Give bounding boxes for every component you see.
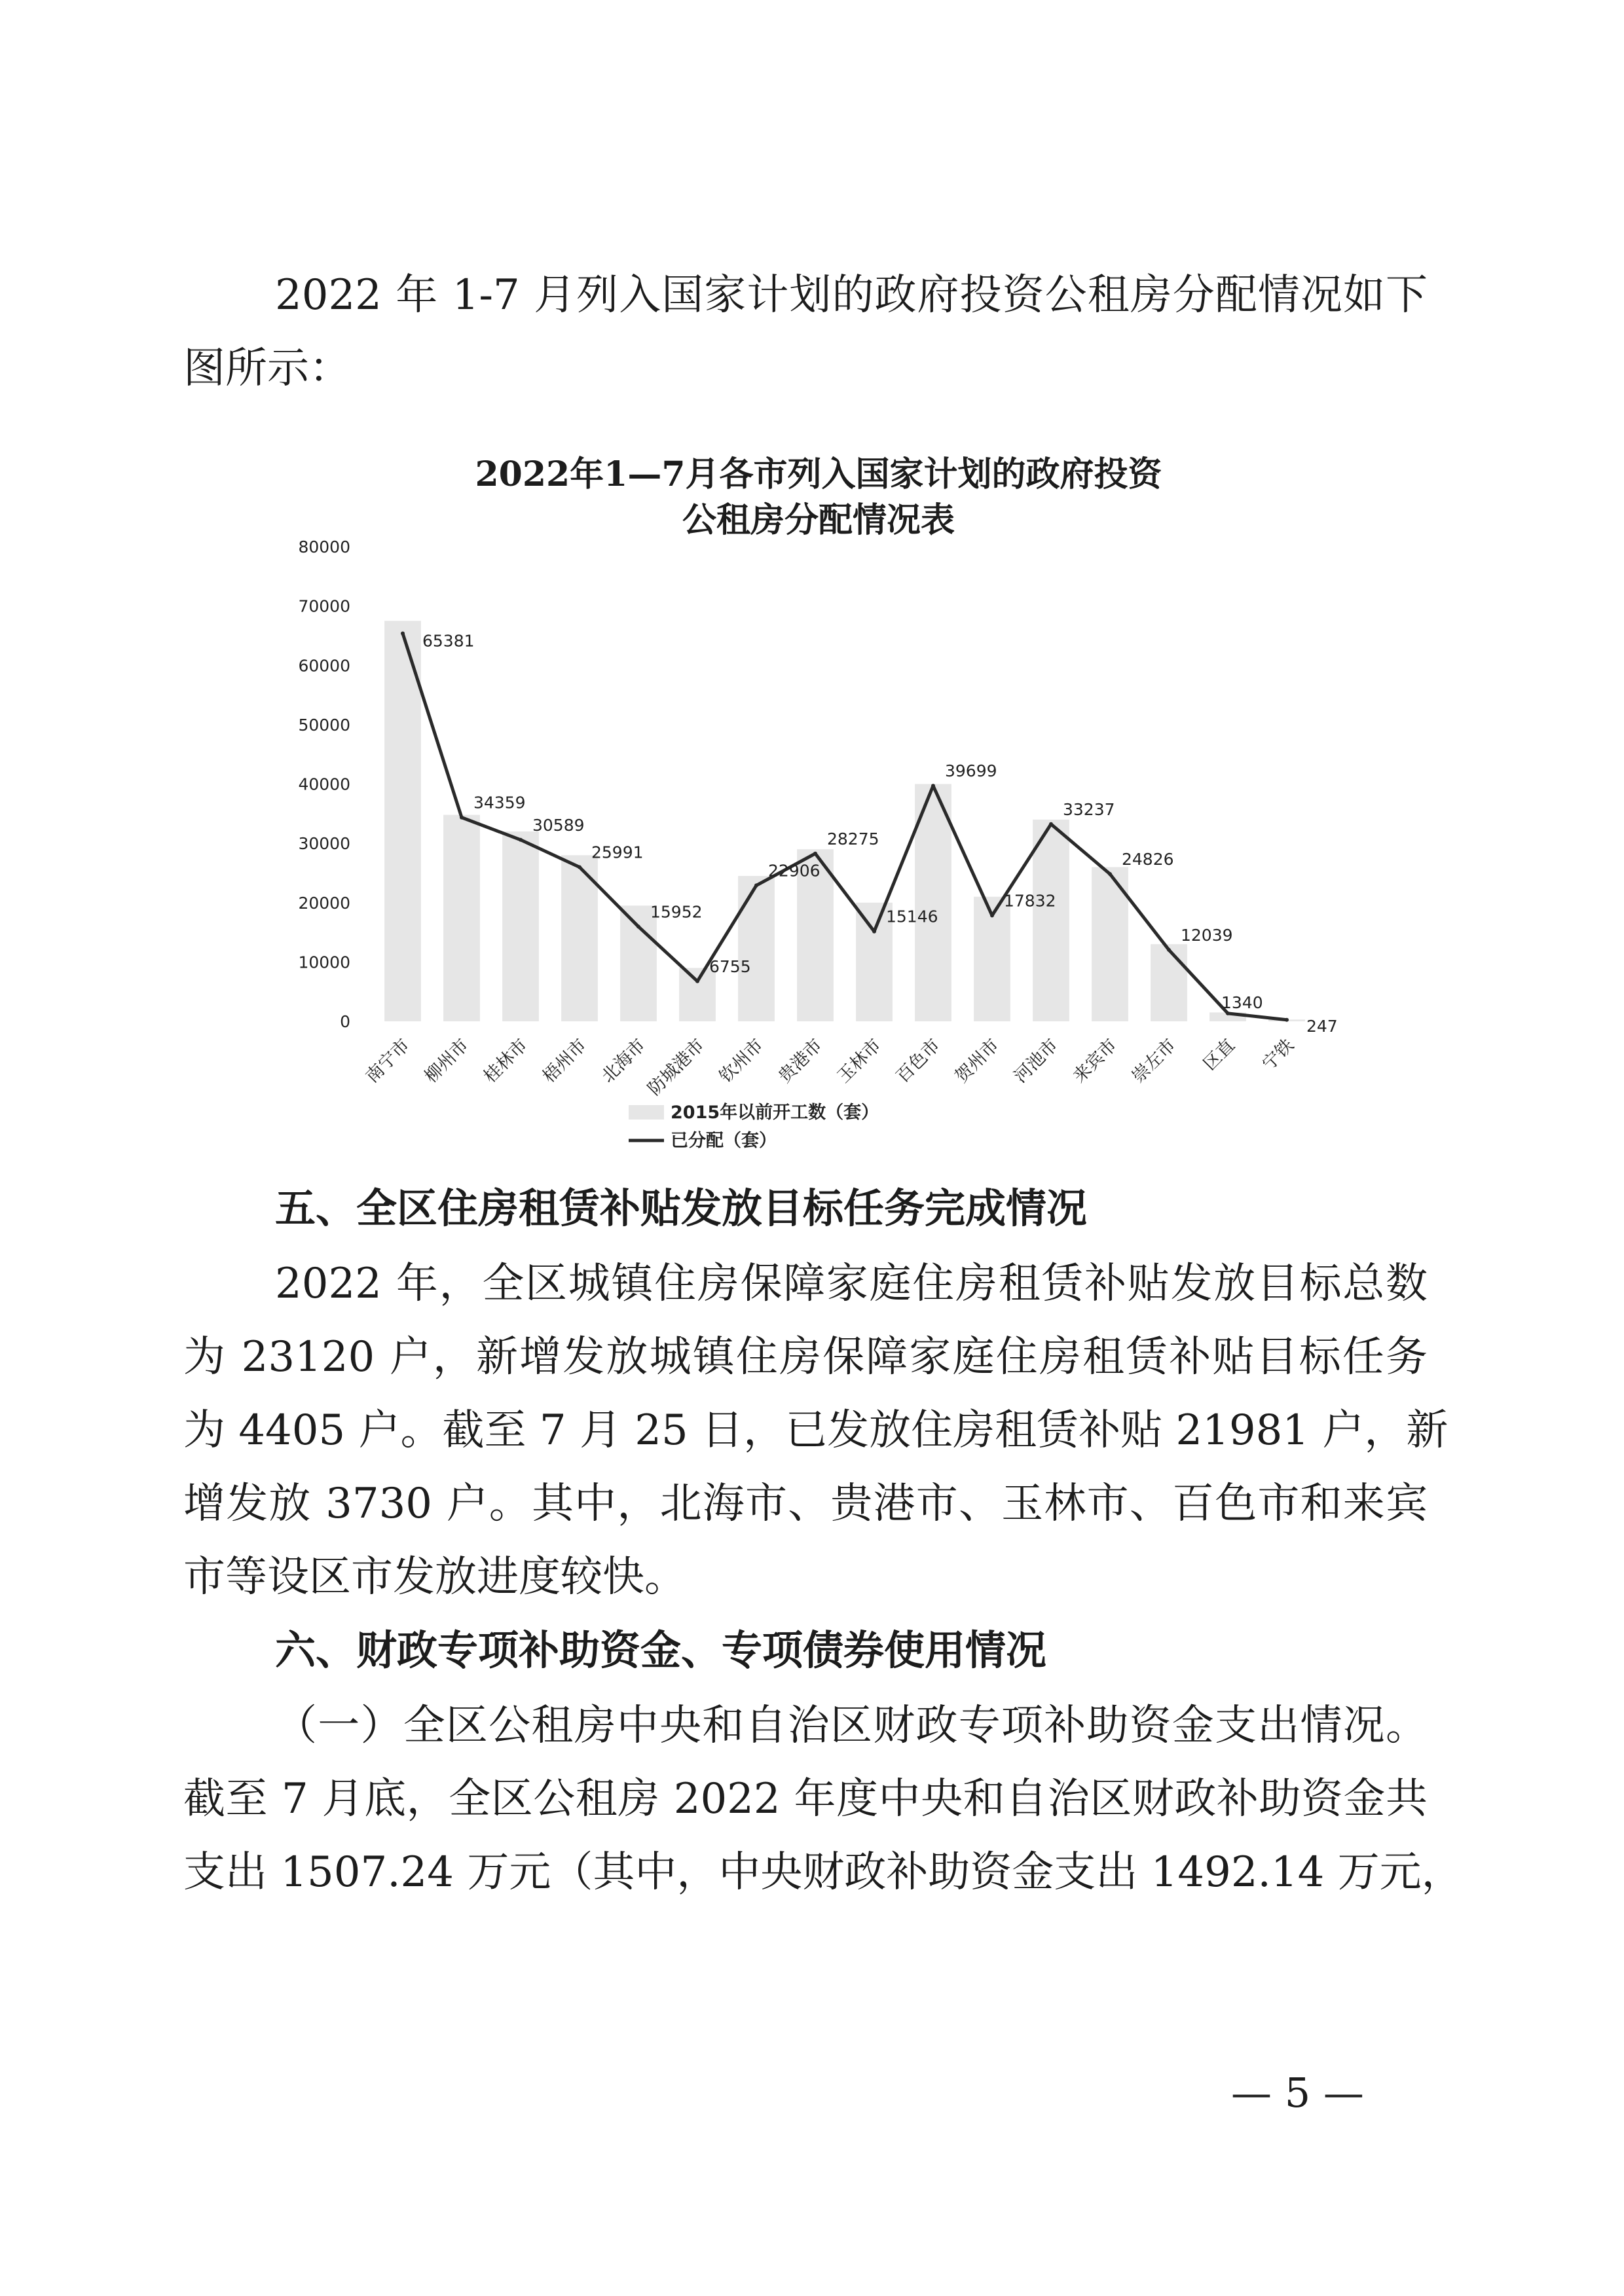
legend-bar-swatch bbox=[629, 1105, 664, 1120]
category-label-5: 防城港市 bbox=[644, 1035, 709, 1100]
category-label-13: 崇左市 bbox=[1128, 1035, 1180, 1087]
chart-title-line-2: 公租房分配情况表 bbox=[682, 500, 955, 540]
section5-line-2: 为 23120 户，新增发放城镇住房保障家庭住房租赁补贴目标任务 bbox=[183, 1333, 1428, 1381]
bar-6 bbox=[738, 876, 775, 1021]
data-label-12: 24826 bbox=[1122, 850, 1174, 869]
bar-11 bbox=[1033, 820, 1069, 1021]
section5-line-3: 为 4405 户。截至 7 月 25 日，已发放住房租赁补贴 21981 户，新 bbox=[183, 1406, 1449, 1455]
y-tick-label: 80000 bbox=[298, 538, 350, 556]
y-tick-label: 70000 bbox=[298, 596, 350, 616]
data-label-1: 34359 bbox=[473, 793, 526, 812]
category-label-6: 钦州市 bbox=[715, 1035, 767, 1087]
section5-line-4: 增发放 3730 户。其中，北海市、贵港市、玉林市、百色市和来宾 bbox=[183, 1480, 1428, 1528]
line-point-15 bbox=[1285, 1018, 1289, 1022]
line-point-11 bbox=[1049, 822, 1053, 826]
section5-line-5: 市等设区市发放进度较快。 bbox=[183, 1553, 686, 1601]
y-tick-label: 0 bbox=[340, 1012, 350, 1031]
category-label-14: 区直 bbox=[1199, 1035, 1239, 1075]
y-tick-label: 60000 bbox=[298, 656, 350, 676]
page-number: — 5 — bbox=[1231, 2069, 1364, 2117]
line-point-0 bbox=[401, 631, 405, 635]
line-point-4 bbox=[637, 924, 640, 928]
section5-line-1: 2022 年，全区城镇住房保障家庭住房租赁补贴发放目标总数 bbox=[275, 1260, 1428, 1308]
data-label-2: 30589 bbox=[532, 815, 585, 835]
line-point-6 bbox=[754, 883, 758, 887]
line-point-8 bbox=[872, 930, 876, 934]
data-label-0: 65381 bbox=[422, 631, 475, 651]
line-point-7 bbox=[813, 852, 817, 856]
section6-line-2: 截至 7 月底，全区公租房 2022 年度中央和自治区财政补助资金共 bbox=[183, 1775, 1428, 1823]
line-point-1 bbox=[460, 816, 464, 820]
data-label-13: 12039 bbox=[1181, 925, 1233, 945]
data-label-10: 17832 bbox=[1004, 891, 1056, 911]
bar-13 bbox=[1151, 944, 1187, 1021]
category-label-0: 南宁市 bbox=[361, 1035, 414, 1087]
category-label-3: 梧州市 bbox=[538, 1035, 591, 1087]
line-point-5 bbox=[695, 979, 699, 983]
line-point-2 bbox=[519, 838, 523, 842]
data-label-9: 39699 bbox=[945, 761, 997, 781]
line-point-13 bbox=[1167, 948, 1171, 952]
category-label-8: 玉林市 bbox=[833, 1035, 885, 1087]
legend-bar-label: 2015年以前开工数（套） bbox=[671, 1102, 879, 1123]
line-point-10 bbox=[990, 913, 994, 917]
category-label-4: 北海市 bbox=[597, 1035, 650, 1087]
chart-title-line-1: 2022年1—7月各市列入国家计划的政府投资 bbox=[475, 454, 1162, 494]
y-tick-label: 30000 bbox=[298, 834, 350, 854]
data-label-8: 15146 bbox=[886, 907, 938, 926]
data-label-3: 25991 bbox=[591, 843, 644, 862]
data-label-15: 247 bbox=[1306, 1016, 1338, 1036]
y-tick-label: 10000 bbox=[298, 953, 350, 972]
line-point-9 bbox=[931, 784, 935, 788]
category-label-9: 百色市 bbox=[892, 1035, 944, 1087]
data-label-14: 1340 bbox=[1221, 993, 1263, 1012]
intro-line-1: 2022 年 1-7 月列入国家计划的政府投资公租房分配情况如下 bbox=[275, 271, 1428, 319]
category-label-10: 贺州市 bbox=[951, 1035, 1003, 1087]
section5-heading: 五、全区住房租赁补贴发放目标任务完成情况 bbox=[275, 1184, 1088, 1232]
category-label-2: 桂林市 bbox=[479, 1035, 532, 1087]
section6-line-3: 支出 1507.24 万元（其中，中央财政补助资金支出 1492.14 万元， bbox=[183, 1848, 1464, 1897]
bar-0 bbox=[384, 621, 421, 1021]
y-tick-label: 50000 bbox=[298, 715, 350, 735]
line-point-12 bbox=[1108, 872, 1112, 876]
bar-2 bbox=[502, 831, 539, 1021]
category-label-11: 河池市 bbox=[1010, 1035, 1062, 1087]
y-tick-label: 20000 bbox=[298, 893, 350, 913]
category-label-1: 柳州市 bbox=[420, 1035, 473, 1087]
intro-line-2: 图所示： bbox=[183, 344, 351, 393]
data-label-6: 22906 bbox=[768, 861, 821, 881]
data-label-4: 15952 bbox=[650, 902, 703, 922]
data-label-11: 33237 bbox=[1063, 799, 1115, 819]
legend-line-label: 已分配（套） bbox=[671, 1131, 777, 1151]
line-point-3 bbox=[578, 865, 581, 869]
category-label-7: 贵港市 bbox=[774, 1035, 826, 1087]
category-label-12: 来宾市 bbox=[1069, 1035, 1121, 1087]
section6-heading: 六、财政专项补助资金、专项债券使用情况 bbox=[275, 1626, 1047, 1674]
y-tick-label: 40000 bbox=[298, 774, 350, 794]
data-label-7: 28275 bbox=[827, 829, 879, 848]
bar-1 bbox=[443, 815, 480, 1021]
bar-4 bbox=[620, 905, 657, 1021]
data-label-5: 6755 bbox=[709, 957, 751, 976]
section6-line-1: （一）全区公租房中央和自治区财政专项补助资金支出情况。 bbox=[275, 1702, 1428, 1750]
category-label-15: 宁铁 bbox=[1258, 1035, 1298, 1075]
